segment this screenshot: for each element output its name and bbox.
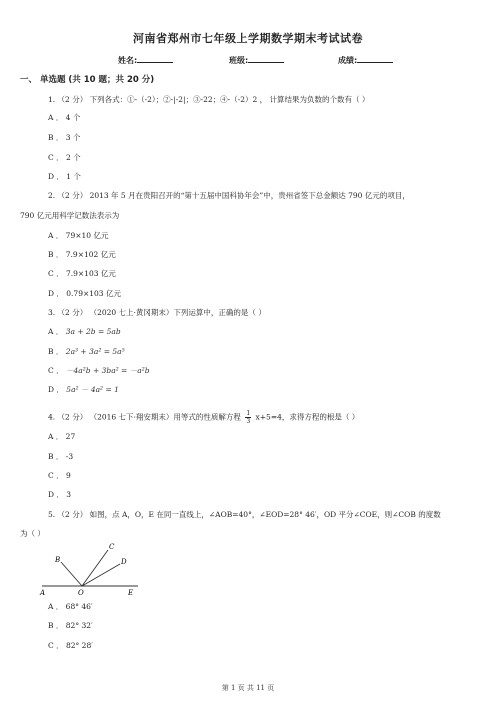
- page-footer: 第 1 页 共 11 页: [221, 684, 275, 692]
- q4-option-c: C ． 9: [48, 471, 71, 480]
- q2-option-b: B ． 7.9×102 亿元: [48, 250, 116, 259]
- section-heading: 一、 单选题 (共 10 题；共 20 分): [20, 75, 155, 85]
- q3-option-d-expr: 5a² － 4a² = 1: [66, 385, 119, 394]
- question-4-text: 4. （2 分） （2016 七下·翔安期末）用等式的性质解方程 $\frac{1}{3}$ x+5=4，求得方程的根是（ ）: [48, 410, 360, 425]
- label-d: D: [121, 558, 127, 566]
- ray-oc: [82, 550, 108, 586]
- angle-figure: [38, 540, 148, 598]
- q4-option-d: D ． 3: [48, 490, 72, 499]
- class-field: 班级:: [229, 54, 284, 66]
- q3-option-b-expr: 2a³ + 3a² = 5a⁵: [65, 347, 125, 356]
- label-a: A: [40, 589, 46, 597]
- q1-option-b: B ． 3 个: [48, 133, 81, 142]
- q2-option-a: A ． 79×10 亿元: [48, 231, 109, 240]
- q1-option-d: D ． 1 个: [48, 172, 81, 181]
- q1-option-a: A ． 4 个: [48, 113, 81, 122]
- class-blank: [248, 54, 284, 63]
- label-b: B: [55, 556, 61, 564]
- ray-ob: [61, 562, 82, 586]
- question-2-text-cont: 790 亿元用科学记数法表示为: [20, 211, 120, 220]
- label-c: C: [109, 543, 115, 551]
- q3-option-b: B ． 2a³ + 3a² = 5a⁵: [48, 347, 125, 356]
- score-blank: [357, 54, 393, 63]
- q4-option-b: B ． -3: [48, 452, 74, 461]
- q2-option-c: C ． 7.9×103 亿元: [48, 269, 116, 278]
- question-5-text: 5. （2 分） 如图，点 A，O，E 在同一直线上，∠AOB=40°，∠EOD=28° 46′，OD 平分∠COE，则∠COB 的度数: [48, 510, 441, 519]
- score-field: 成绩:: [338, 54, 393, 66]
- question-2-text: 2. （2 分） 2013 年 5 月在贵阳召开的“第十五届中国科协年会”中，贵州省签下总金额达 790 亿元的项目，: [48, 191, 410, 200]
- q5-option-b: B ． 82° 32′: [48, 621, 93, 630]
- q4-option-a: A ． 27: [48, 432, 76, 441]
- question-3-text: 3. （2 分） （2020 七上·黄冈期末）下列运算中，正确的是（ ）: [48, 308, 266, 317]
- question-1-text: 1. （2 分） 下列各式：①-（-2）；②-|-2|；③-22；④-（-2）2 ， 计算结果为负数的个数有（ ）: [48, 95, 370, 104]
- q3-option-d: D ． 5a² － 4a² = 1: [48, 385, 119, 394]
- q5-option-a: A ． 68° 46′: [48, 602, 93, 611]
- label-o: O: [78, 589, 84, 597]
- question-5-text-cont: 为（ ）: [20, 529, 45, 538]
- page-title: 河南省郑州市七年级上学期数学期末考试试卷: [133, 32, 363, 45]
- q3-option-c-expr: －4a²b + 3ba² = －a²b: [66, 366, 150, 375]
- q5-option-c: C ． 82° 28′: [48, 641, 93, 650]
- q2-option-d: D ． 0.79×103 亿元: [48, 289, 121, 298]
- label-e: E: [128, 589, 134, 597]
- name-field: 姓名:: [118, 54, 173, 66]
- fraction-one-third: $\frac{1}{3}$: [246, 410, 251, 425]
- name-blank: [137, 54, 173, 63]
- ray-od: [82, 564, 120, 586]
- q3-option-c: C ． －4a²b + 3ba² = －a²b: [48, 366, 150, 375]
- q3-option-a-expr: 3a + 2b = 5ab: [65, 327, 121, 336]
- q3-option-a: A ． 3a + 2b = 5ab: [48, 327, 121, 336]
- q1-option-c: C ． 2 个: [48, 153, 81, 162]
